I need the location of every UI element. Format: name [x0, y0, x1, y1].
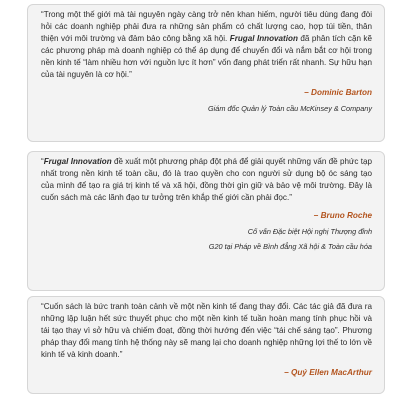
author-role-line-1: Cố vấn Đặc biệt Hội nghị Thượng đỉnh: [247, 227, 372, 236]
quote-author: – Quý Ellen MacArthur: [284, 368, 372, 377]
quote-author: – Dominic Barton: [304, 88, 372, 97]
author-role-line-2: G20 tại Pháp về Bình đẳng Xã hội & Toàn cầu hóa: [208, 242, 372, 251]
quote-text: “Frugal Innovation đề xuất một phương pháp đột phá để giải quyết những vấn đề phức tạp nhất trong nền kinh tế toàn cầu, đó là trao quyền cho con người sử dụng bộ óc sáng tạo của mình để tạo ra giá trị kinh tế và xã hội, đồng thời gìn giữ và bảo vệ môi trường. Đây là cuốn sách mà các lãnh đạo tư tưởng trên khắp thế giới cần phải đọc.”: [41, 157, 372, 202]
quote-card-dominic-barton: [27, 4, 385, 142]
book-title-emphasis: Frugal Innovation: [43, 157, 112, 166]
book-title-emphasis: Frugal Innovation: [229, 34, 298, 43]
quote-author: – Bruno Roche: [313, 211, 372, 220]
author-role: Giám đốc Quản lý Toàn cầu McKinsey & Company: [208, 104, 372, 113]
quote-card-ellen-macarthur: [27, 296, 385, 394]
quote-text: “Trong một thế giới mà tài nguyên ngày càng trở nên khan hiếm, người tiêu dùng đang đòi hỏi các doanh nghiệp phải đưa ra những sản phẩm có chất lượng cao, hợp túi tiền, thân thiện với môi trường và đảm bảo công bằng xã hội. Frugal Innovation đã phân tích cặn kẽ các phương pháp mà doanh nghiệp có thể áp dụng để chuyển đổi và nắm bắt cơ hội trong nền kinh tế “làm nhiều hơn với nguồn lực ít hơn” vốn đang phát triển rất nhanh. Sự hữu hạn của tài nguyên là cơ hội.”: [41, 10, 372, 79]
quote-text: “Cuốn sách là bức tranh toàn cảnh về một nền kinh tế đang thay đổi. Các tác giả đã đưa ra những lập luận hết sức thuyết phục cho một nền kinh tế tuần hoàn mang tính phục hồi và tái tạo thay vì sở hữu và chiếm đoạt, đồng thời hướng đến việc “tái chế sáng tạo”. Phương pháp thay đổi mang tính hệ thống này sẽ mang lại cho doanh nghiệp những lợi thế to lớn về kinh tế và kinh doanh.”: [41, 302, 372, 359]
quote-card-bruno-roche: [27, 151, 385, 291]
